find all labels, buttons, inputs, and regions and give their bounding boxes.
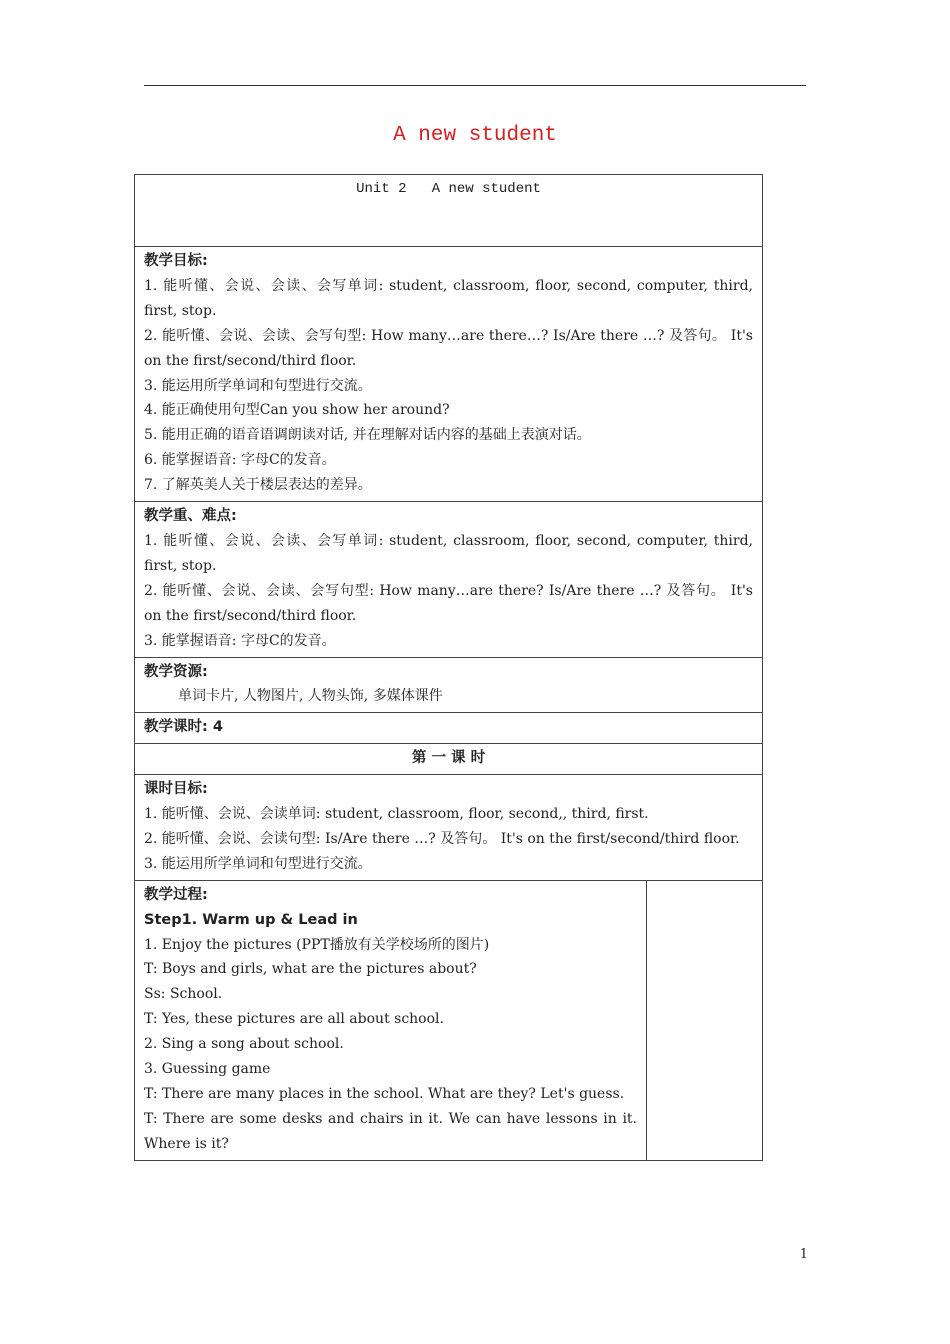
process-line: Ss: School. [144, 986, 223, 1003]
process-line: 1. Enjoy the pictures (PPT播放有关学校场所的图片) [144, 936, 490, 953]
lesson-objective-item: 2. 能听懂、会说、会读句型: Is/Are there …? 及答句。 It's on the first/second/third floor. [144, 830, 740, 847]
objective-item: 4. 能正确使用句型Can you show her around? [144, 402, 450, 419]
resources-cell [135, 657, 763, 713]
lesson-hours: 教学课时: 4 [135, 713, 763, 744]
process-row [135, 880, 763, 1160]
unit-row [135, 175, 763, 247]
first-lesson-heading: 第 一 课 时 [135, 744, 763, 775]
objective-item: 2. 能听懂、会说、会读、会写句型: How many…are there…? Is/Are there …? 及答句。 It's on the first/second/third floor. [144, 327, 753, 369]
resources-row [135, 657, 763, 713]
process-cell [135, 880, 647, 1160]
resources-text: 单词卡片, 人物图片, 人物头饰, 多媒体课件 [178, 688, 443, 705]
header-rule [144, 85, 806, 86]
lesson-objective-item: 3. 能运用所学单词和句型进行交流。 [144, 855, 372, 872]
process-heading: 教学过程: [144, 886, 208, 903]
process-line: T: There are many places in the school. What are they? Let's guess. [144, 1086, 625, 1102]
document-title: A new student [393, 124, 557, 147]
process-line: T: Yes, these pictures are all about school. [144, 1011, 444, 1028]
objectives-row [135, 247, 763, 502]
process-line: 3. Guessing game [144, 1061, 271, 1078]
key-points-row [135, 502, 763, 657]
lesson-objective-item: 1. 能听懂、会说、会读单词: student, classroom, floor, second,, third, first. [144, 806, 649, 823]
key-point-item: 2. 能听懂、会说、会读、会写句型: How many…are there? Is/Are there …? 及答句。 It's on the first/second/third floor. [144, 582, 753, 624]
lesson-objectives-cell [135, 775, 763, 881]
resources-heading: 教学资源: [144, 663, 208, 680]
key-point-item: 3. 能掌握语音: 字母C的发音。 [144, 632, 336, 649]
lesson-objectives-row [135, 775, 763, 881]
unit-header: Unit 2 A new student [135, 175, 763, 247]
objectives-cell [135, 247, 763, 502]
process-line: T: Boys and girls, what are the pictures about? [144, 961, 477, 978]
objective-item: 5. 能用正确的语音语调朗读对话, 并在理解对话内容的基础上表演对话。 [144, 427, 591, 444]
step1-heading: Step1. Warm up & Lead in [144, 911, 358, 928]
first-lesson-row [135, 744, 763, 775]
lesson-objectives-heading: 课时目标: [144, 781, 208, 798]
process-line: T: There are some desks and chairs in it. We can have lessons in it. Where is it? [144, 1110, 637, 1152]
objective-item: 6. 能掌握语音: 字母C的发音。 [144, 452, 336, 469]
objective-item: 1. 能听懂、会说、会读、会写单词: student, classroom, floor, second, computer, third, first, stop. [144, 277, 753, 319]
objective-item: 7. 了解英美人关于楼层表达的差异。 [144, 477, 372, 494]
key-point-item: 1. 能听懂、会说、会读、会写单词: student, classroom, floor, second, computer, third, first, stop. [144, 532, 753, 574]
lesson-hours-row [135, 713, 763, 744]
process-line: 2. Sing a song about school. [144, 1036, 344, 1053]
page-number: 1 [799, 1247, 808, 1262]
objective-item: 3. 能运用所学单词和句型进行交流。 [144, 377, 372, 394]
objectives-heading: 教学目标: [144, 253, 208, 269]
key-points-heading: 教学重、难点: [144, 508, 237, 525]
notes-cell [647, 880, 763, 1160]
lesson-plan-table [134, 174, 763, 1161]
key-points-cell [135, 502, 763, 657]
